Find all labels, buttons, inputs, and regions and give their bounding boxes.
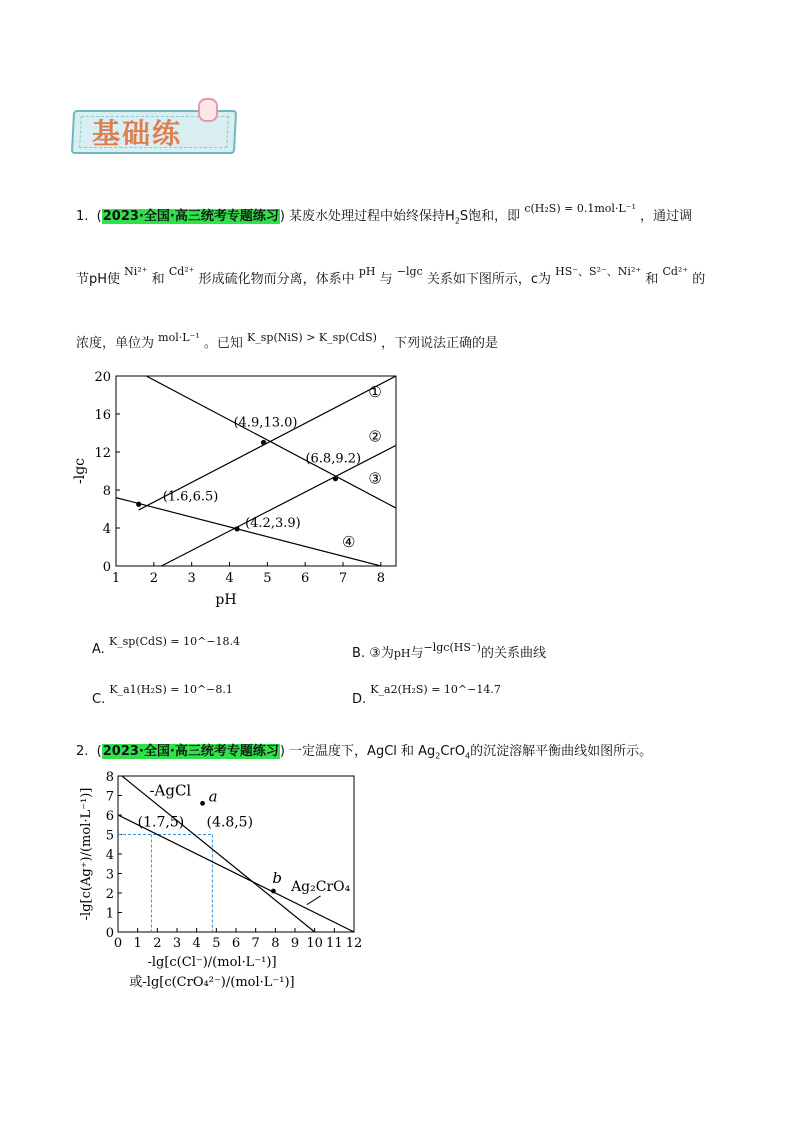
q1-concentration: c(H₂S) = 0.1mol·L⁻¹	[524, 202, 636, 215]
data-point	[333, 476, 338, 481]
q2-number: 2.	[76, 744, 89, 759]
option-b[interactable]: B. ③为pH与$^{-lgc(HS^-)}$的关系曲线	[352, 641, 546, 661]
series-line-4	[116, 498, 381, 566]
x-tick-label: 5	[212, 936, 221, 951]
x-tick-label: 3	[187, 571, 196, 586]
q2-source: 2023·全国·高三统考专题练习	[102, 744, 279, 759]
y-tick-label: 16	[94, 408, 111, 423]
option-d[interactable]: D. $^{K\_a2(H_2S) = 10\^{}-14.7}$	[352, 683, 501, 707]
series-label-1: ①	[368, 382, 382, 401]
annotation-1: (1.7,5)	[137, 814, 185, 831]
x-axis-label-1: -lg[c(Cl⁻)/(mol·L⁻¹)]	[147, 955, 277, 970]
x-tick-label: 12	[345, 936, 363, 951]
q1-line-3: 浓度，单位为 $^{mol\cdot L^{-1}}$ 。已知 $^{K\_sp(NiS) > K\_sp(CdS)}$ ，下列说法正确的是	[76, 331, 499, 351]
series-line-2	[118, 815, 354, 932]
data-point	[136, 502, 141, 507]
q1-line-2: 节pH使 $^{Ni^{2+}}$ 和 $^{Cd^{2+}}$ 形成硫化物而分离，体系中 $^{pH}$ 与 $^{-lgc}$ 关系如下图所示，c为 $^{HS^-、S^{2-}、Ni^{2+}}$ 和 $^{Cd^{2+}}$ 的	[76, 265, 706, 287]
series-label-ag2cro4: Ag₂CrO₄	[291, 879, 351, 896]
annotation-2: (4.8,5)	[206, 814, 254, 831]
y-tick-label: 8	[102, 484, 111, 499]
banner-title: 基础练	[92, 117, 183, 150]
y-tick-label: 2	[105, 887, 114, 902]
series-label-4: ④	[341, 533, 356, 551]
q1-line-1: 1. (2023·全国·高三统考专题练习) 某废水处理过程中始终保持$H_2S$饱和，即 $^{c(H_2S) = 0.1mol\cdot L^{-1}}$ ，通过调	[76, 202, 693, 226]
data-point-label: (4.9,13.0)	[233, 415, 298, 431]
series-label-agcl: -AgCl	[149, 781, 192, 800]
x-tick-label: 2	[149, 571, 158, 586]
data-point	[261, 440, 266, 445]
x-tick-label: 2	[153, 936, 162, 951]
data-point-label: (4.2,3.9)	[245, 515, 301, 531]
y-tick-label: 5	[105, 828, 114, 844]
y-axis-label: -lg[c(Ag⁺)/(mol·L⁻¹)]	[79, 787, 94, 921]
y-tick-label: 0	[102, 560, 111, 575]
y-tick-label: 7	[105, 789, 114, 805]
x-tick-label: 6	[231, 936, 241, 951]
data-point-label: (1.6,6.5)	[162, 489, 219, 505]
x-tick-label: 7	[338, 571, 348, 586]
y-tick-label: 8	[105, 770, 114, 785]
series-label-2: ②	[368, 427, 382, 446]
x-tick-label: 0	[113, 936, 123, 951]
data-point	[200, 801, 205, 806]
x-tick-label: 5	[263, 571, 272, 586]
chart-ph-lgc	[70, 362, 410, 617]
section-banner	[76, 106, 228, 152]
data-point-label: a	[208, 787, 218, 806]
paper-clip-icon	[198, 98, 218, 122]
data-point	[234, 526, 239, 531]
y-tick-label: 6	[105, 809, 114, 824]
chart-agcl-ag2cro4	[72, 762, 372, 1002]
q2-line-1: 2. (2023·全国·高三统考专题练习) 一定温度下，AgCl 和 $Ag_2CrO_4$的沉淀溶解平衡曲线如图所示。	[76, 744, 653, 761]
series-label-leader	[307, 896, 321, 905]
option-a[interactable]: A. $^{K\_sp(CdS) = 10\^{}-18.4}$	[92, 635, 241, 657]
x-tick-label: 8	[271, 936, 280, 951]
x-tick-label: 7	[251, 936, 260, 951]
x-tick-label: 11	[326, 936, 343, 951]
series-label-3: ③	[368, 469, 382, 488]
x-tick-label: 1	[111, 571, 121, 586]
option-c[interactable]: C. $^{K\_a1(H_2S) = 10\^{}-8.1}$	[92, 683, 233, 707]
x-tick-label: 9	[290, 936, 300, 951]
y-tick-label: 3	[105, 867, 114, 883]
x-tick-label: 1	[133, 936, 142, 951]
y-tick-label: 0	[105, 926, 114, 941]
data-point-label: (6.8,9.2)	[305, 451, 362, 467]
x-tick-label: 10	[306, 936, 323, 951]
data-point-label: b	[272, 869, 282, 888]
x-tick-label: 6	[301, 571, 310, 586]
x-tick-label: 8	[376, 571, 386, 586]
y-tick-label: 20	[94, 370, 111, 385]
q1-source: 2023·全国·高三统考专题练习	[102, 209, 279, 224]
y-tick-label: 4	[102, 522, 111, 537]
x-tick-label: 4	[225, 571, 234, 586]
x-tick-label: 3	[172, 936, 182, 951]
y-tick-label: 1	[105, 906, 114, 922]
y-tick-label: 12	[94, 446, 111, 461]
x-axis-label-2: 或-lg[c(CrO₄²⁻)/(mol·L⁻¹)]	[129, 975, 295, 990]
y-tick-label: 4	[105, 848, 114, 863]
y-axis-label: -lgc	[72, 457, 88, 485]
x-axis-label: pH	[215, 592, 237, 608]
data-point	[271, 889, 276, 894]
x-tick-label: 4	[192, 936, 201, 951]
q1-number: 1.	[76, 209, 89, 224]
